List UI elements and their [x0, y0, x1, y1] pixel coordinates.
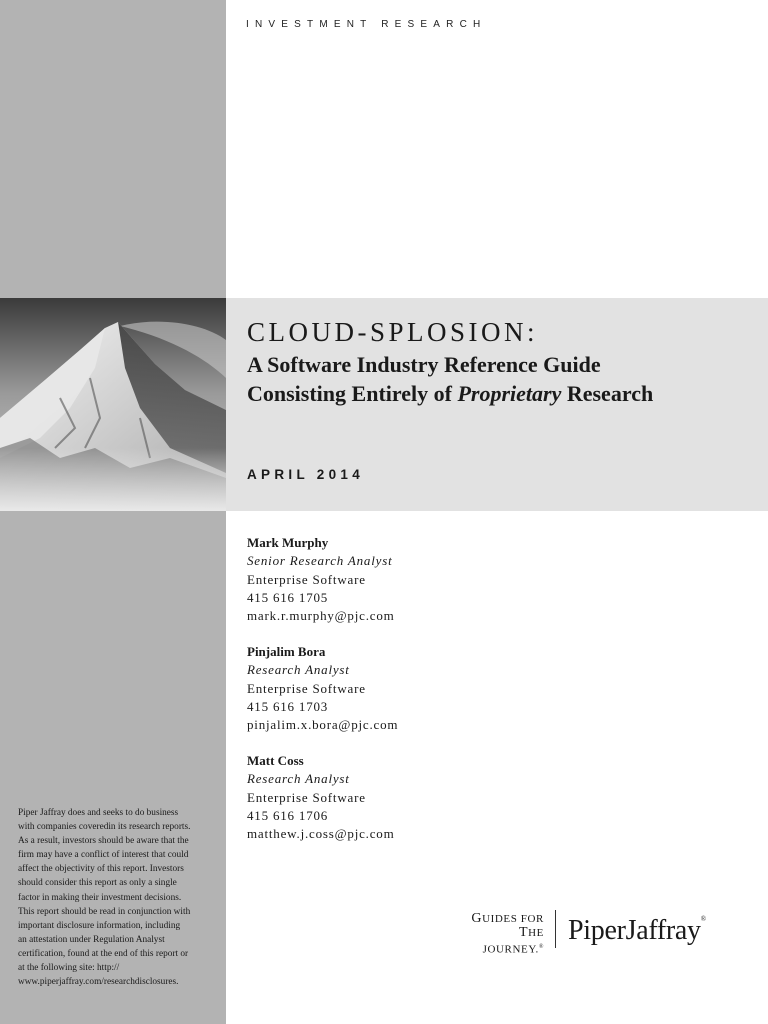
report-subtitle: [247, 350, 653, 408]
disclaimer-line: As a result, investors should be aware that the: [18, 836, 189, 847]
analyst-department: Enterprise Software: [247, 571, 366, 587]
report-date: APRIL 2014: [247, 467, 365, 482]
analyst-role: Research Analyst: [247, 662, 350, 678]
analyst-phone: 415 616 1705: [247, 589, 329, 605]
mountain-photo: [0, 298, 226, 511]
analyst-block: [247, 534, 395, 625]
subtitle-line-2: Consisting Entirely of Proprietary Research: [247, 381, 654, 406]
analyst-email[interactable]: pinjalim.x.bora@pjc.com: [247, 717, 399, 733]
disclaimer-line: important disclosure information, including: [18, 920, 181, 931]
analyst-phone: 415 616 1703: [247, 698, 329, 714]
analyst-email[interactable]: mark.r.murphy@pjc.com: [247, 608, 395, 624]
disclaimer-line: with companies coveredin its research reports.: [18, 822, 191, 833]
piper-jaffray-logo: [458, 910, 728, 956]
section-label: INVESTMENT RESEARCH: [246, 19, 487, 30]
analyst-name: Matt Coss: [247, 753, 304, 768]
analyst-name: Mark Murphy: [247, 535, 329, 550]
analyst-role: Senior Research Analyst: [247, 553, 393, 569]
disclaimer-line: affect the objectivity of this report. Investors: [18, 864, 184, 875]
disclaimer-line: firm may have a conflict of interest that could: [18, 850, 189, 861]
disclaimer-line: This report should be read in conjunction with: [18, 906, 191, 917]
logo-tagline: GUIDES FOR THE JOURNEY.®: [471, 911, 544, 956]
analyst-block: [247, 643, 398, 734]
disclaimer-text: [18, 806, 218, 989]
disclaimer-line: at the following site: http://: [18, 963, 120, 974]
disclaimer-line[interactable]: www.piperjaffray.com/researchdisclosures.: [18, 977, 179, 988]
subtitle-line-1: A Software Industry Reference Guide: [247, 352, 601, 377]
disclaimer-line: Piper Jaffray does and seeks to do business: [18, 808, 179, 818]
disclaimer-line: certification, found at the end of this report or: [18, 948, 189, 959]
analyst-block: [247, 752, 395, 843]
analyst-department: Enterprise Software: [247, 680, 366, 696]
disclaimer-line: should consider this report as only a single: [18, 878, 177, 889]
analyst-department: Enterprise Software: [247, 789, 366, 805]
analyst-email[interactable]: matthew.j.coss@pjc.com: [247, 826, 395, 842]
report-title: CLOUD-SPLOSION:: [247, 317, 539, 347]
disclaimer-line: an attestation under Regulation Analyst: [18, 934, 165, 945]
analyst-phone: 415 616 1706: [247, 807, 329, 823]
analyst-role: Research Analyst: [247, 771, 350, 787]
logo-divider: [555, 910, 556, 948]
analyst-name: Pinjalim Bora: [247, 644, 326, 659]
logo-brand: PiperJaffray®: [568, 915, 706, 946]
disclaimer-line: factor in making their investment decisions.: [18, 892, 182, 903]
